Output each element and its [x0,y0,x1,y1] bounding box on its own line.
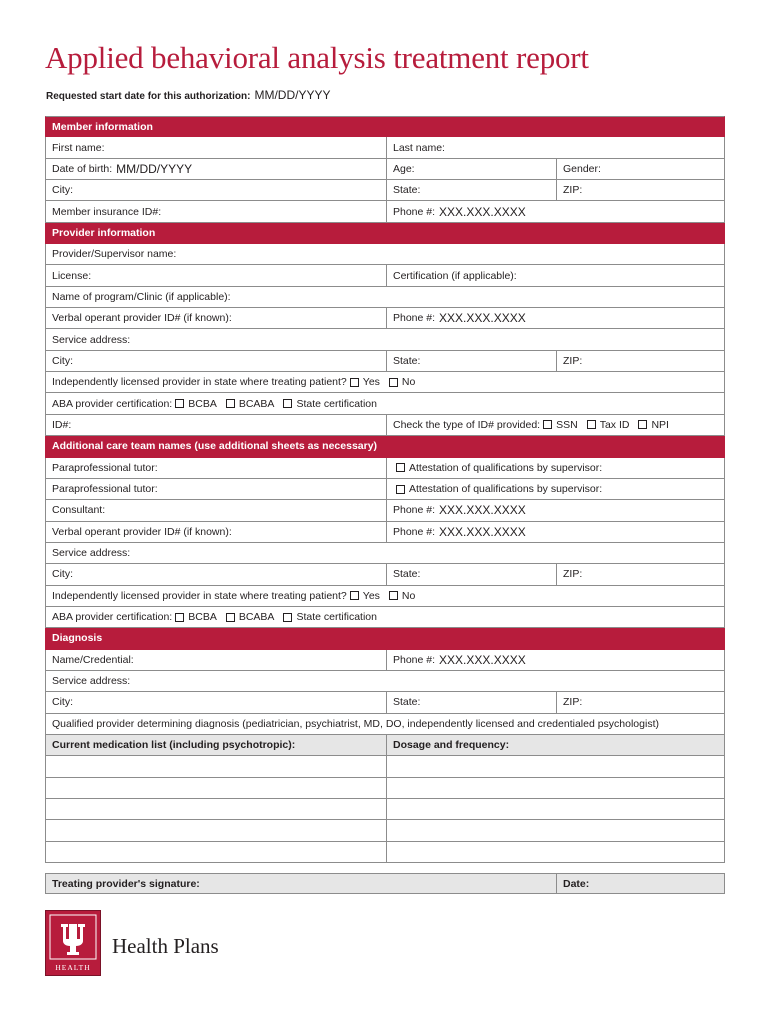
tutor-field-2[interactable]: Paraprofessional tutor: [52,483,158,496]
diagnosis-city-row [45,692,725,713]
medication-row [45,756,725,777]
diagnosis-name-row [45,650,725,671]
program-name-field[interactable]: Name of program/Clinic (if applicable): [52,290,231,303]
attestation-checkbox-1[interactable] [396,463,405,472]
provider-license-row [45,265,725,286]
last-name-field[interactable]: Last name: [386,137,724,157]
provider-city-row [45,351,725,372]
page-title: Applied behavioral analysis treatment report [45,40,589,75]
member-phone-field[interactable]: Phone #: XXX.XXX.XXXX [386,201,724,221]
program-row [45,287,725,308]
care-city-field[interactable]: City: [52,568,73,581]
care-service-address-field[interactable]: Service address: [52,547,131,560]
care-aba-label: ABA provider certification: [52,611,173,624]
provider-licensed-row: Independently licensed provider in state where treating patient? Yes No [45,372,725,393]
care-licensed-row: Independently licensed provider in state where treating patient? Yes No [45,586,725,607]
tutor-row-2: Paraprofessional tutor: Attestation of qualifications by supervisor: [45,479,725,500]
medication-row [45,820,725,841]
id-type-label: Check the type of ID# provided: [393,418,541,431]
care-team-section-header: Additional care team names (use additional sheets as necessary) [45,436,725,457]
care-licensed-question: Independently licensed provider in state where treating patient? [52,589,347,602]
insurance-id-field[interactable]: Member insurance ID#: [52,205,162,218]
provider-aba-label: ABA provider certification: [52,397,173,410]
diagnosis-state-field[interactable]: State: [386,692,556,712]
dosage-cell[interactable] [386,799,724,819]
provider-id-row: ID#: Check the type of ID# provided: SSN Tax ID NPI [45,415,725,436]
member-section-header: Member information [45,116,725,137]
dosage-cell[interactable] [386,756,724,776]
provider-licensed-yes-checkbox[interactable] [350,378,359,387]
care-bcaba-checkbox[interactable] [226,613,235,622]
provider-verbal-id-field[interactable]: Verbal operant provider ID# (if known): [52,312,232,325]
care-zip-field[interactable]: ZIP: [556,564,724,584]
requested-start-value[interactable]: MM/DD/YYYY [254,88,331,102]
dosage-cell[interactable] [386,842,724,862]
provider-licensed-question: Independently licensed provider in state where treating patient? [52,376,347,389]
care-licensed-no-checkbox[interactable] [389,591,398,600]
tutor-row-1: Paraprofessional tutor: Attestation of qualifications by supervisor: [45,458,725,479]
iu-health-logo [45,910,101,976]
member-insurance-row [45,201,725,222]
care-licensed-yes-checkbox[interactable] [350,591,359,600]
dosage-header: Dosage and frequency: [386,735,724,755]
logo-text: HEALTH [55,963,91,972]
provider-service-address-field[interactable]: Service address: [52,333,131,346]
signature-date-field[interactable]: Date: [556,874,724,893]
provider-city-field[interactable]: City: [52,354,73,367]
member-city-field[interactable]: City: [52,184,73,197]
medication-cell[interactable] [46,799,386,819]
attestation-checkbox-2[interactable] [396,485,405,494]
provider-state-field[interactable]: State: [386,351,556,371]
medication-row [45,842,725,863]
member-state-field[interactable]: State: [386,180,556,200]
diagnosis-city-field[interactable]: City: [52,696,73,709]
diagnosis-name-field[interactable]: Name/Credential: [52,653,134,666]
consultant-row [45,500,725,521]
diagnosis-address-row [45,671,725,692]
medication-cell[interactable] [46,756,386,776]
diagnosis-phone-field[interactable]: Phone #: XXX.XXX.XXXX [386,650,724,670]
member-city-row [45,180,725,201]
tutor-field-1[interactable]: Paraprofessional tutor: [52,461,158,474]
requested-start-label: Requested start date for this authorization: [46,91,251,102]
medication-cell[interactable] [46,778,386,798]
diagnosis-zip-field[interactable]: ZIP: [556,692,724,712]
care-state-cert-checkbox[interactable] [283,613,292,622]
qualified-provider-row [45,714,725,735]
trident-icon [46,911,102,963]
care-aba-row: ABA provider certification: BCBA BCABA State certification [45,607,725,628]
license-field[interactable]: License: [52,269,92,282]
dosage-cell[interactable] [386,820,724,840]
provider-name-row [45,244,725,265]
provider-zip-field[interactable]: ZIP: [556,351,724,371]
supervisor-name-field[interactable]: Provider/Supervisor name: [52,248,177,261]
care-bcba-checkbox[interactable] [175,613,184,622]
provider-section-header: Provider information [45,223,725,244]
medication-cell[interactable] [46,842,386,862]
provider-address-row [45,329,725,350]
first-name-field[interactable]: First name: [52,141,105,154]
care-city-row [45,564,725,585]
care-state-field[interactable]: State: [386,564,556,584]
provider-id-field[interactable]: ID#: [52,418,72,431]
provider-phone-field[interactable]: Phone #: XXX.XXX.XXXX [386,308,724,328]
provider-verbal-row [45,308,725,329]
ssn-checkbox[interactable] [543,420,552,429]
dosage-cell[interactable] [386,778,724,798]
provider-licensed-no-checkbox[interactable] [389,378,398,387]
provider-aba-row: ABA provider certification: BCBA BCABA State certification [45,393,725,414]
requested-start-date [46,88,330,102]
provider-bcaba-checkbox[interactable] [226,399,235,408]
report-form [45,116,725,863]
medication-row [45,778,725,799]
care-phone-field[interactable]: Phone #: XXX.XXX.XXXX [386,522,724,542]
medication-header-row [45,735,725,756]
age-field[interactable]: Age: [386,159,556,179]
certification-field[interactable]: Certification (if applicable): [386,265,724,285]
care-verbal-row [45,522,725,543]
care-address-row [45,543,725,564]
provider-bcba-checkbox[interactable] [175,399,184,408]
diagnosis-service-address-field[interactable]: Service address: [52,675,131,688]
care-verbal-id-field[interactable]: Verbal operant provider ID# (if known): [52,525,232,538]
dob-value: MM/DD/YYYY [116,161,193,176]
brand-name: Health Plans [112,934,219,958]
medication-row [45,799,725,820]
consultant-field[interactable]: Consultant: [52,504,106,517]
member-name-row [45,137,725,158]
consultant-phone-field[interactable]: Phone #: XXX.XXX.XXXX [386,500,724,520]
tax-id-checkbox[interactable] [587,420,596,429]
dob-field[interactable]: Date of birth: MM/DD/YYYY [52,161,193,176]
provider-state-cert-checkbox[interactable] [283,399,292,408]
medication-header: Current medication list (including psychotropic): [52,739,296,752]
provider-signature-field[interactable]: Treating provider's signature: [52,877,200,890]
diagnosis-section-header: Diagnosis [45,628,725,649]
npi-checkbox[interactable] [638,420,647,429]
member-dob-row [45,159,725,180]
medication-cell[interactable] [46,820,386,840]
member-zip-field[interactable]: ZIP: [556,180,724,200]
qualified-provider-field[interactable]: Qualified provider determining diagnosis (pediatrician, psychiatrist, MD, DO, independently licensed and credentialed psychologist) [52,717,659,730]
signature-row [45,873,725,894]
gender-field[interactable]: Gender: [556,159,724,179]
